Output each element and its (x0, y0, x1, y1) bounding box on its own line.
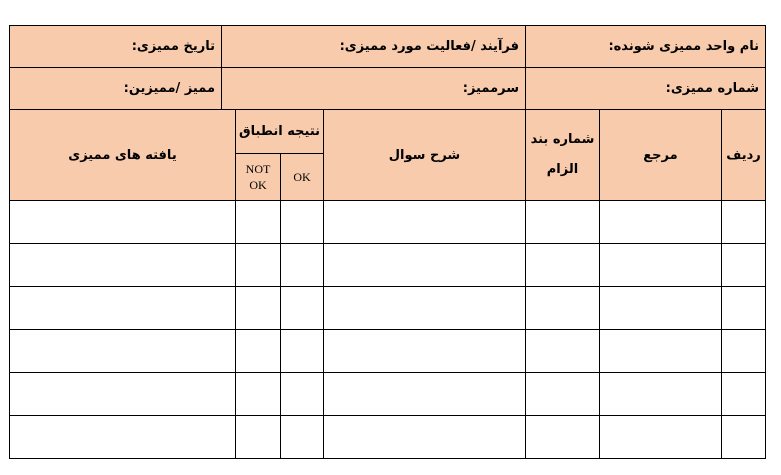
clause-cell[interactable] (526, 416, 600, 459)
row-number-cell[interactable] (722, 201, 766, 244)
not-ok-cell[interactable] (236, 287, 281, 330)
question-cell[interactable] (324, 244, 526, 287)
date-label: تاریخ ممیزی: (10, 26, 222, 68)
not-ok-header (236, 154, 281, 201)
row-number-cell[interactable] (722, 416, 766, 459)
table-row (10, 244, 766, 287)
findings-cell[interactable] (10, 416, 236, 459)
question-cell[interactable] (324, 330, 526, 373)
findings-cell[interactable] (10, 201, 236, 244)
ok-cell[interactable] (281, 287, 324, 330)
ok-cell[interactable] (281, 416, 324, 459)
question-cell[interactable] (324, 416, 526, 459)
not-ok-cell[interactable] (236, 201, 281, 244)
findings-header: یافته های ممیزی (10, 110, 236, 201)
info-row-2 (10, 68, 766, 110)
table-row (10, 201, 766, 244)
clause-cell[interactable] (526, 373, 600, 416)
question-cell[interactable] (324, 201, 526, 244)
row-number-cell[interactable] (722, 244, 766, 287)
question-cell[interactable] (324, 287, 526, 330)
audit-number-label: شماره ممیزی: (526, 68, 766, 110)
checklist-table (9, 110, 766, 459)
ok-cell[interactable] (281, 330, 324, 373)
reference-header: مرجع (600, 110, 722, 201)
not-ok-cell[interactable] (236, 373, 281, 416)
table-row (10, 416, 766, 459)
clause-header-line-2: الزام (546, 162, 579, 177)
reference-cell[interactable] (600, 416, 722, 459)
process-label: فرآیند /فعالیت مورد ممیزی: (222, 26, 526, 68)
findings-cell[interactable] (10, 373, 236, 416)
audit-checklist-form (9, 25, 765, 459)
not-ok-cell[interactable] (236, 244, 281, 287)
reference-cell[interactable] (600, 201, 722, 244)
clause-cell[interactable] (526, 287, 600, 330)
row-number-header: ردیف (722, 110, 766, 201)
reference-cell[interactable] (600, 244, 722, 287)
table-row (10, 287, 766, 330)
findings-cell[interactable] (10, 287, 236, 330)
ok-cell[interactable] (281, 244, 324, 287)
row-number-cell[interactable] (722, 373, 766, 416)
table-row (10, 373, 766, 416)
question-cell[interactable] (324, 373, 526, 416)
table-row (10, 330, 766, 373)
header-row-top (10, 110, 766, 154)
question-header: شرح سوال (324, 110, 526, 201)
not-ok-cell[interactable] (236, 330, 281, 373)
lead-auditor-label: سرممیز: (222, 68, 526, 110)
audit-info-table (9, 25, 766, 110)
ok-header: OK (281, 154, 324, 201)
ok-cell[interactable] (281, 373, 324, 416)
unit-label: نام واحد ممیزی شونده: (526, 26, 766, 68)
reference-cell[interactable] (600, 330, 722, 373)
row-number-cell[interactable] (722, 287, 766, 330)
not-ok-cell[interactable] (236, 416, 281, 459)
clause-header-line-1: شماره بند (530, 132, 595, 147)
reference-cell[interactable] (600, 373, 722, 416)
reference-cell[interactable] (600, 287, 722, 330)
auditors-label: ممیز /ممیزین: (10, 68, 222, 110)
not-ok-line-1: NOT (245, 162, 271, 176)
clause-number-header (526, 110, 600, 201)
clause-cell[interactable] (526, 244, 600, 287)
findings-cell[interactable] (10, 330, 236, 373)
findings-cell[interactable] (10, 244, 236, 287)
row-number-cell[interactable] (722, 330, 766, 373)
not-ok-line-2: OK (249, 178, 267, 192)
info-row-1 (10, 26, 766, 68)
ok-cell[interactable] (281, 201, 324, 244)
conformity-header: نتیجه انطباق (236, 110, 324, 154)
clause-cell[interactable] (526, 330, 600, 373)
clause-cell[interactable] (526, 201, 600, 244)
